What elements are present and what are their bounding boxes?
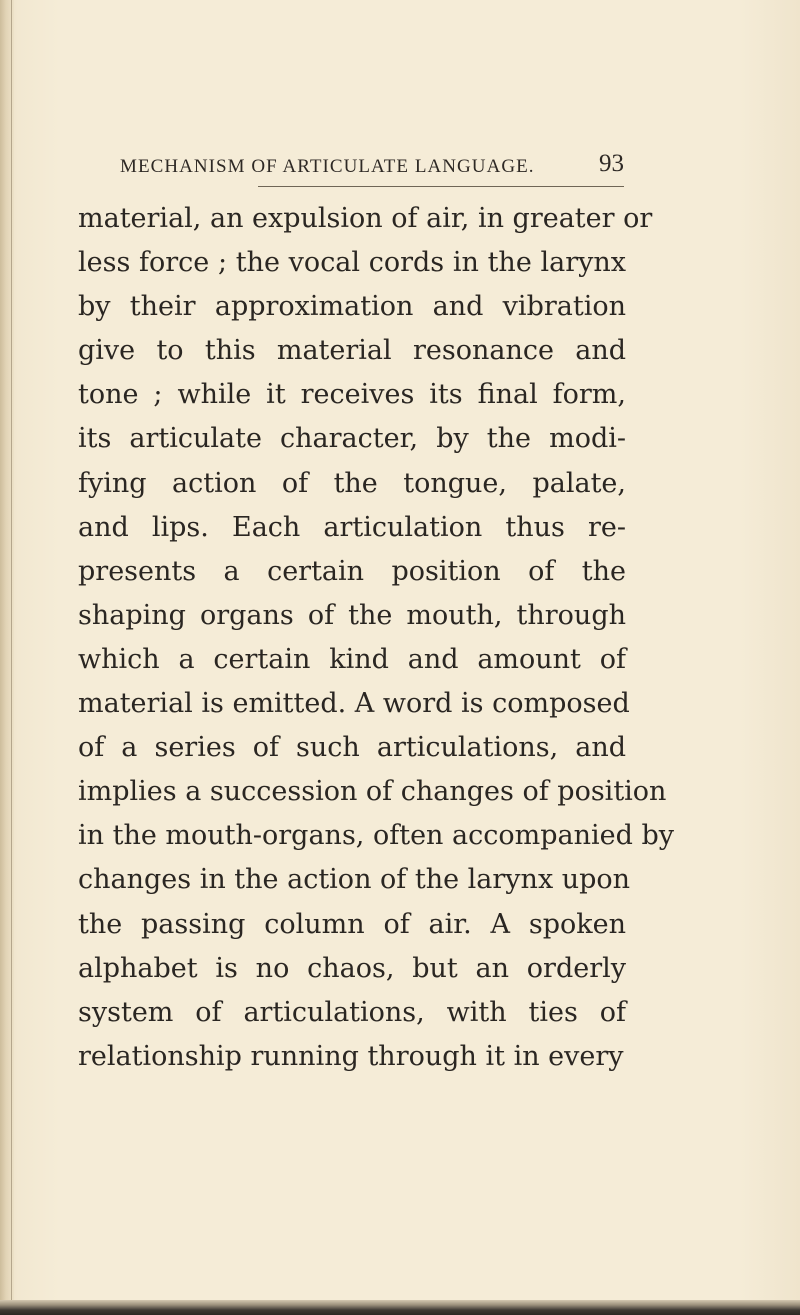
text-line: implies a succession of changes of position (78, 776, 667, 808)
text-line: by their approximation and vibration (78, 291, 626, 323)
text-line: give to this material resonance and (78, 335, 626, 367)
body-paragraph (78, 197, 675, 1079)
text-line: presents a certain position of the (78, 555, 626, 587)
text-line: shaping organs of the mouth, through (78, 599, 626, 631)
text-line: relationship running through it in every (78, 1040, 624, 1072)
text-line: in the mouth-organs, often accompanied by (78, 820, 675, 852)
text-line: material is emitted. A word is composed (78, 688, 630, 720)
text-line: and lips. Each articulation thus re- (78, 511, 626, 543)
text-line: tone ; while it receives its final form, (78, 379, 626, 411)
text-line: fying action of the tongue, palate, (78, 467, 626, 499)
page-bottom-edge (0, 1300, 800, 1315)
page-number: 93 (599, 150, 624, 177)
text-line: its articulate character, by the modi- (78, 423, 626, 455)
text-line: material, an expulsion of air, in greater or (78, 203, 653, 234)
text-line: of a series of such articulations, and (78, 732, 626, 764)
text-line: system of articulations, with ties of (78, 996, 626, 1028)
running-head (120, 150, 624, 180)
text-line: which a certain kind and amount of (78, 643, 626, 675)
binding-shadow-line (11, 0, 12, 1315)
text-line: the passing column of air. A spoken (78, 908, 626, 940)
header-rule (258, 186, 624, 187)
text-line: alphabet is no chaos, but an orderly (78, 952, 626, 984)
running-title: MECHANISM OF ARTICULATE LANGUAGE. (120, 156, 535, 177)
text-line: less force ; the vocal cords in the larynx (78, 247, 626, 279)
text-line: changes in the action of the larynx upon (78, 864, 631, 896)
